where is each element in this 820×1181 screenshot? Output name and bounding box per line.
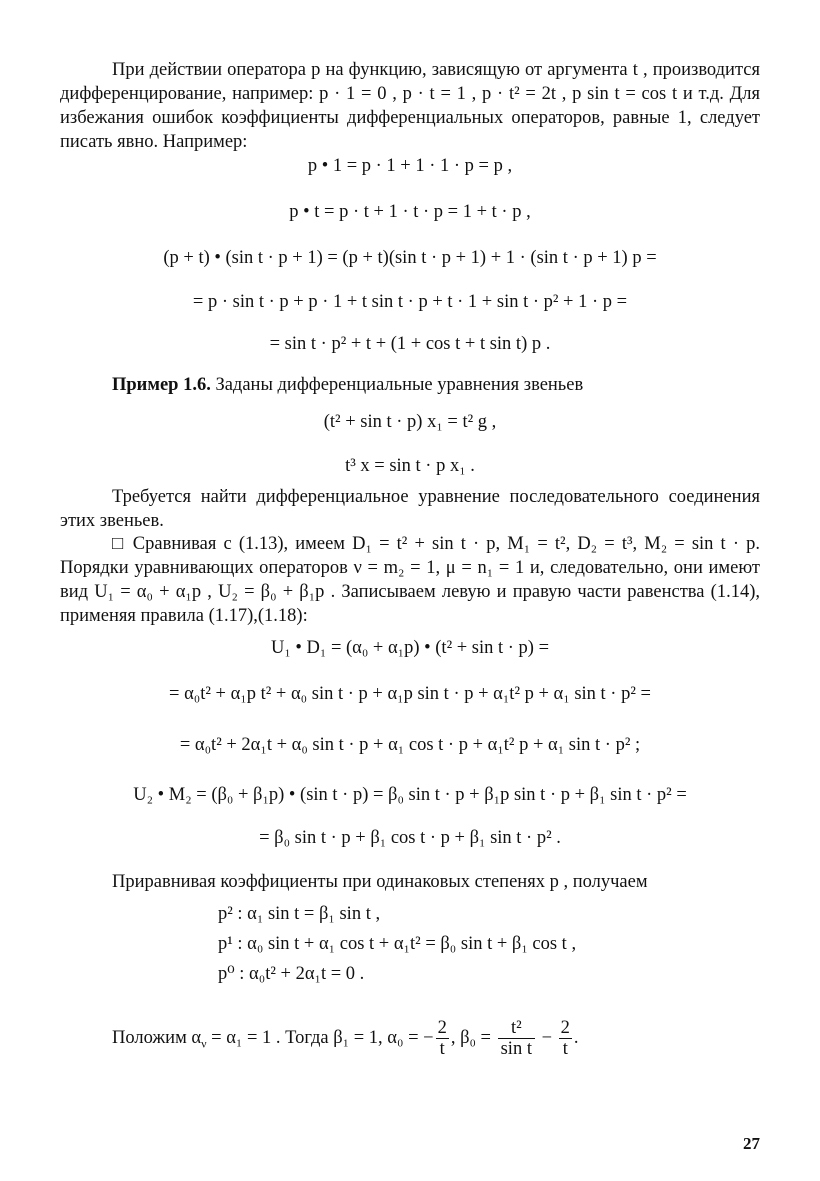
fraction-alpha0-numerator: 2 [437, 1018, 447, 1038]
assume-end: . [573, 1027, 579, 1048]
paragraph-task: Требуется найти дифференциальное уравнение последовательного соединения этих звеньев. [60, 487, 760, 531]
equation-4: = p · sin t · p + p · 1 + t sin t · p + t · 1 + sin t · p² + 1 · p = [192, 292, 628, 312]
assume-sub: ν [201, 1036, 207, 1051]
equation-2: p • t = p · t + 1 · t · p = 1 + t · p , [289, 202, 531, 222]
fraction-2-t [559, 1018, 572, 1059]
equation-9: = α₀t² + α₁p t² + α₀ sin t · p + α₁p sin t · p + α₁t² p + α₁ sin t · p² = [169, 684, 651, 704]
example-heading-line [60, 373, 760, 397]
assume-beta0: , β₀ = [450, 1027, 496, 1048]
equation-14: p¹ : α₀ sin t + α₁ cos t + α₁t² = β₀ sin t + β₁ cos t , [218, 934, 577, 954]
equation-6: (t² + sin t · p) x₁ = t² g , [323, 412, 497, 432]
equation-13: p² : α₁ sin t = β₁ sin t , [218, 904, 381, 924]
equation-7: t³ x = sin t · p x₁ . [345, 456, 475, 476]
assume-start: Положим α [112, 1027, 202, 1048]
fraction-t-denominator: t [562, 1039, 568, 1059]
example-text: Заданы дифференциальные уравнения звеньев [210, 375, 584, 395]
fraction-sint-denominator: sin t [500, 1039, 532, 1059]
paragraph-equating: Приравнивая коэффициенты при одинаковых степенях p , получаем [112, 872, 648, 892]
fraction-t2-sint [498, 1018, 535, 1059]
fraction-alpha0-denominator: t [439, 1039, 445, 1059]
equation-10: = α₀t² + 2α₁t + α₀ sin t · p + α₁ cos t · p + α₁t² p + α₁ sin t · p² ; [179, 735, 641, 755]
example-label: Пример 1.6. [112, 375, 211, 395]
fraction-t2-numerator: t² [498, 1018, 535, 1039]
equation-11: U₂ • M₂ = (β₀ + β₁p) • (sin t · p) = β₀ sin t · p + β₁p sin t · p + β₁ sin t · p² = [133, 785, 687, 805]
equation-5: = sin t · p² + t + (1 + cos t + t sin t) p . [269, 334, 551, 354]
equation-12: = β₀ sin t · p + β₁ cos t · p + β₁ sin t · p² . [259, 828, 561, 848]
equation-8: U₁ • D₁ = (α₀ + α₁p) • (t² + sin t · p) = [270, 638, 550, 658]
page-number: 27 [743, 1134, 760, 1153]
paragraph-operator-action: При действии оператора p на функцию, зависящую от аргумента t , производится дифференцирование, например: p · 1 = 0 , p · t = 1 , p · t² = 2t , p sin t = cos t и т.д. Для избежания ошибок коэффициенты дифференциальных операторов, равные 1, следует писать явно. Например: [60, 60, 760, 152]
paragraph-comparison: □ Сравнивая с (1.13), имеем D₁ = t² + sin t · p, M₁ = t², D₂ = t³, M₂ = sin t · p. Порядки уравнивающих операторов ν = m₂ = 1, μ = n₁ = 1 и, следовательно, они имеют вид U₁ = α₀ + α₁p , U₂ = β₀ + β₁p . Записываем левую и правую части равенства (1.14), применяя правила (1.17),(1.18): [60, 534, 760, 626]
assume-mid: = α₁ = 1 . Тогда β₁ = 1, α₀ = − [206, 1027, 434, 1048]
assume-minus: − [536, 1027, 557, 1048]
equation-3: (p + t) • (sin t · p + 1) = (p + t)(sin t · p + 1) + 1 · (sin t · p + 1) p = [163, 248, 657, 268]
fraction-2-numerator: 2 [560, 1018, 570, 1038]
equation-15: p⁰ : α₀t² + 2α₁t = 0 . [218, 964, 365, 984]
fraction-alpha0 [436, 1018, 449, 1059]
paragraph-assumption [112, 1018, 579, 1059]
equation-1: p • 1 = p · 1 + 1 · 1 · p = p , [307, 156, 513, 176]
